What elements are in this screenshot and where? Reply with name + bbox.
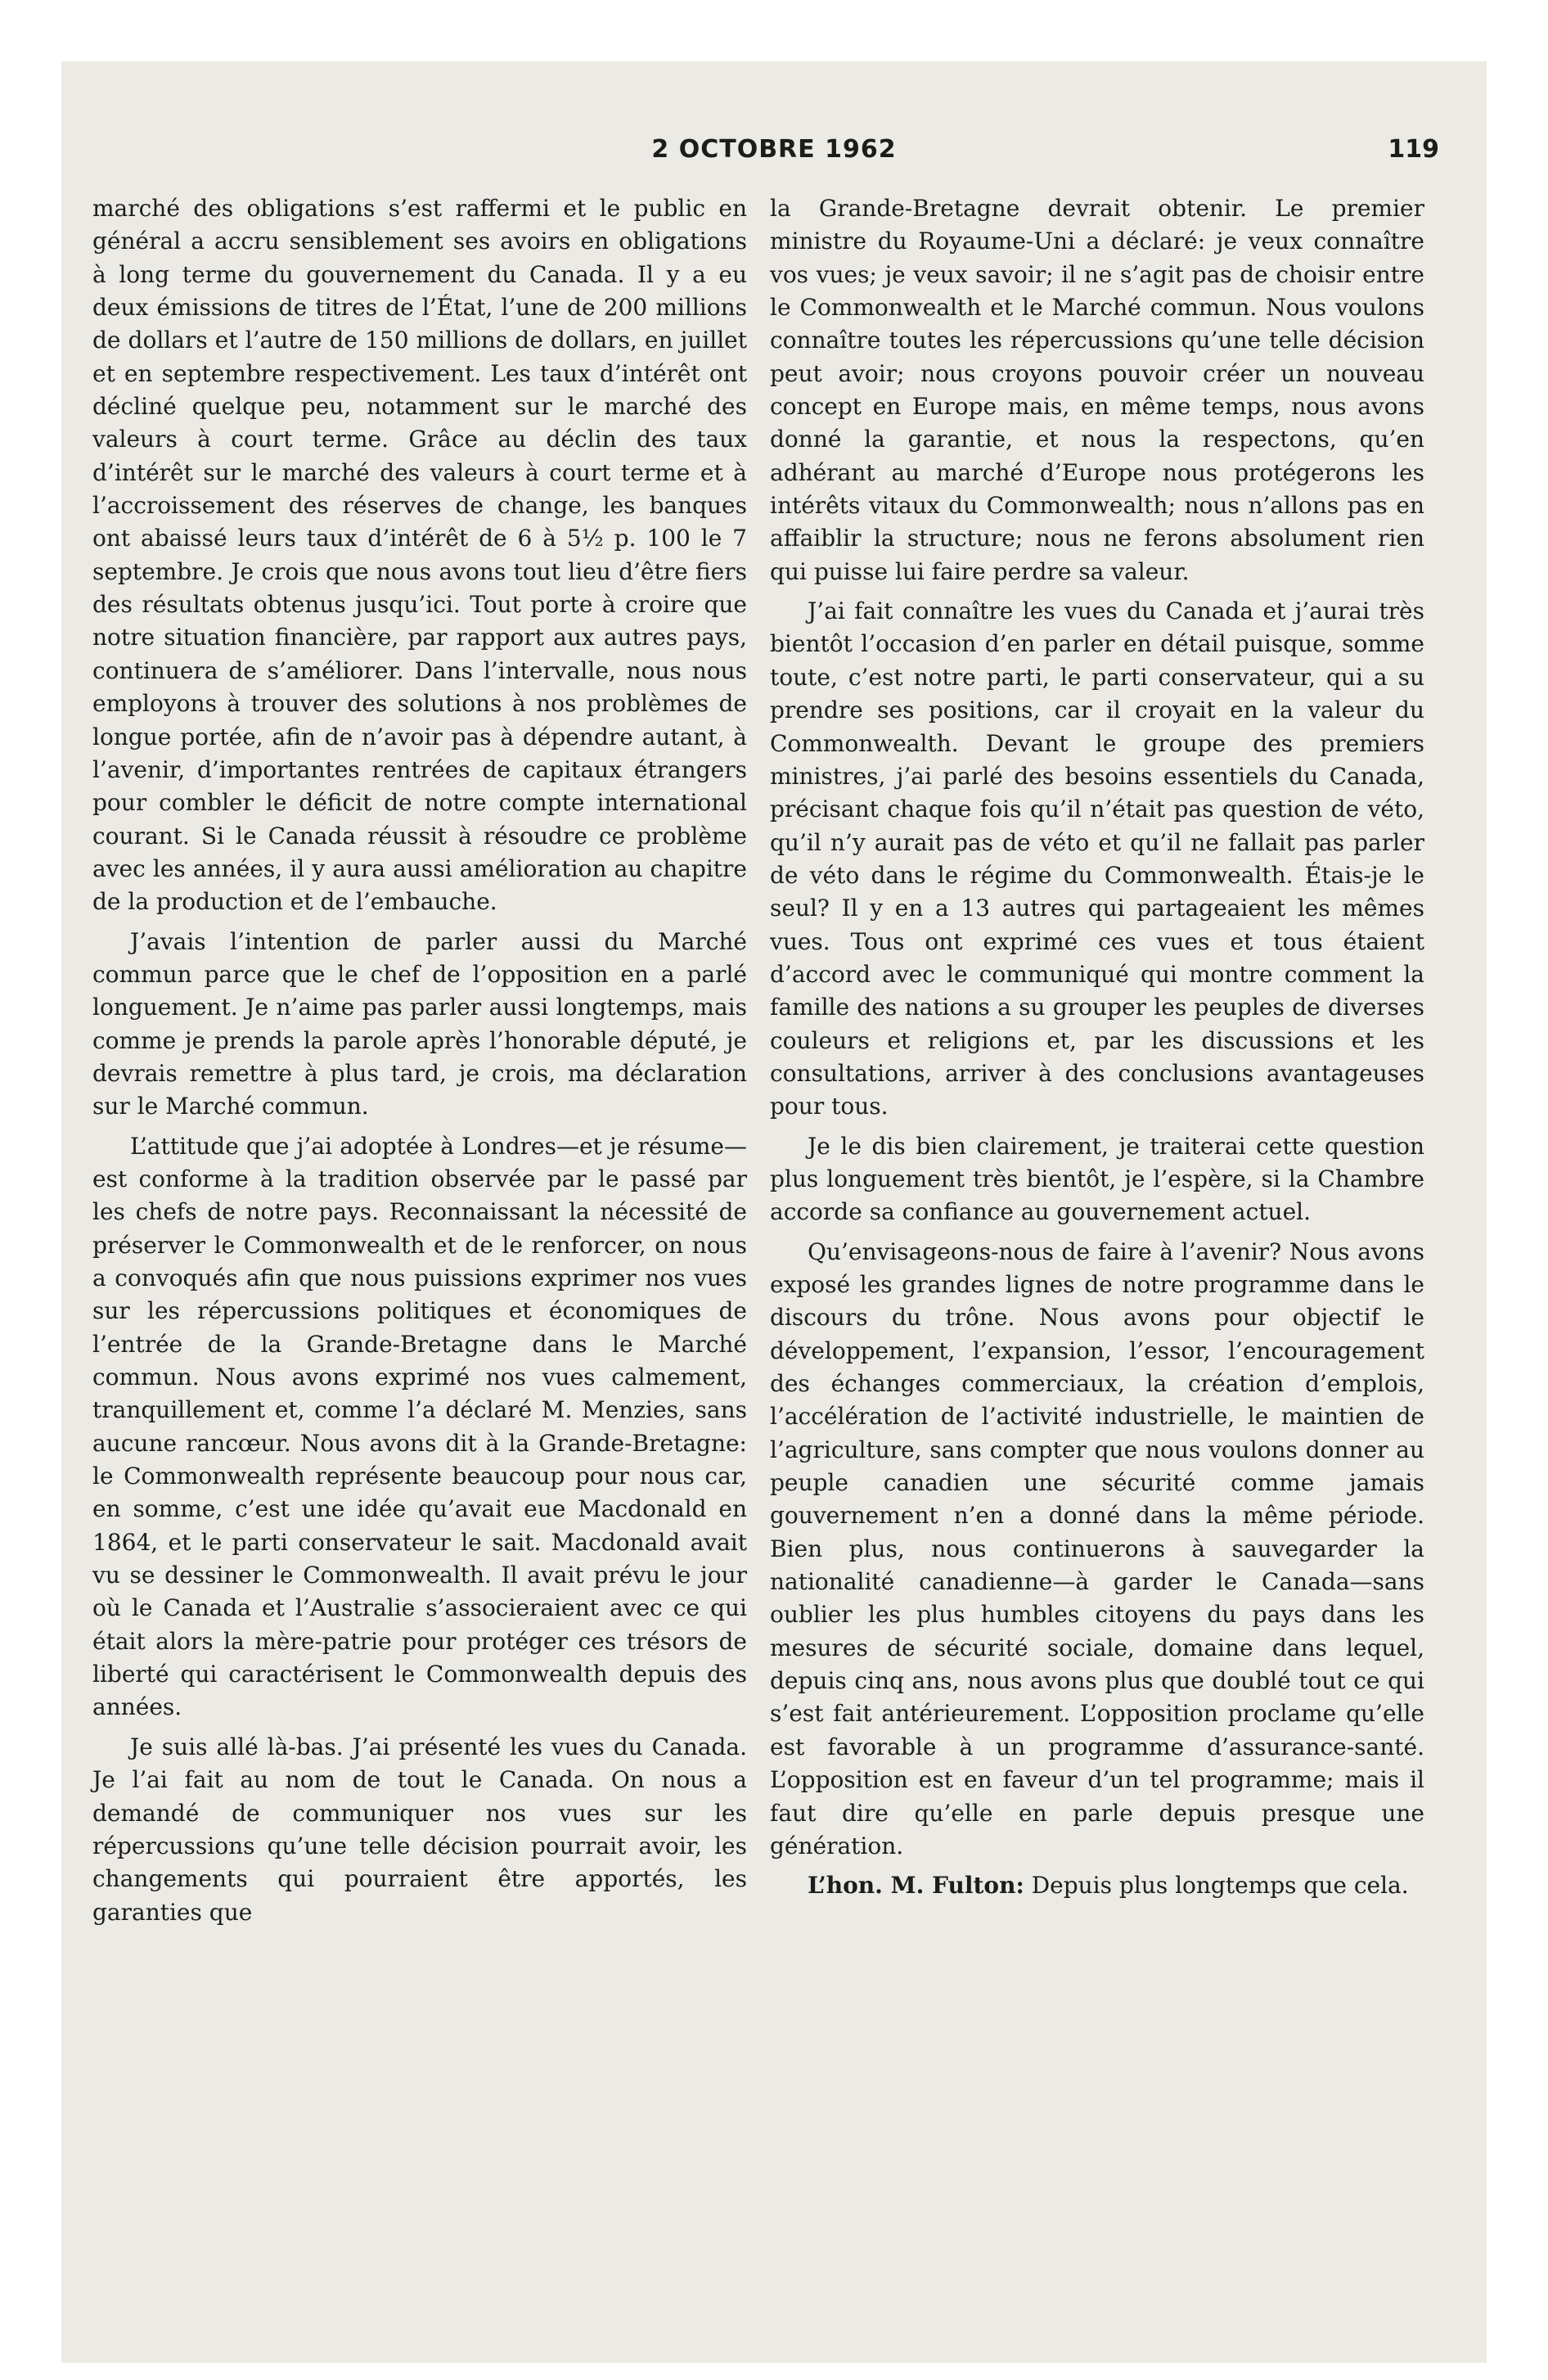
paragraph: Je suis allé là-bas. J’ai présenté les vues du Canada. Je l’ai fait au nom de tout le Canada. On nous a demandé de communiquer nos vues sur les répercussions qu’une telle décision pourrait avoir, les changements qui pourraient être apportés, les garanties que (92, 1733, 747, 1926)
speaker-name: L’hon. M. Fulton: (808, 1872, 1024, 1900)
page-number: 119 (1388, 135, 1439, 164)
speaker-remark: Depuis plus longtemps que cela. (1031, 1872, 1409, 1900)
speaker-paragraph (770, 1869, 1424, 1902)
paragraph: Qu’envisageons-nous de faire à l’avenir? Nous avons exposé les grandes lignes de notre programme dans le discours du trône. Nous avons pour objectif le développement, l’expansion, l’essor, l’encouragement des échanges commerciaux, la création d’emplois, l’accélération de l’activité industrielle, le maintien de l’agriculture, sans compter que nous voulons donner au peuple canadien une sécurité comme jamais gouvernement n’en a donné dans la même période. Bien plus, nous continuerons à sauvegarder la nationalité canadienne—à garder le Canada—sans oublier les plus humbles citoyens du pays dans les mesures de sécurité sociale, domaine dans lequel, depuis cinq ans, nous avons plus que doublé tout ce qui s’est fait antérieurement. L’opposition proclame qu’elle est favorable à un programme d’assurance-santé. L’opposition est en faveur d’un tel programme; mais il faut dire qu’elle en parle depuis presque une génération. (770, 1237, 1424, 1859)
header-date: 2 OCTOBRE 1962 (651, 135, 897, 164)
right-column (770, 192, 1424, 1903)
paragraph: la Grande-Bretagne devrait obtenir. Le premier ministre du Royaume-Uni a déclaré: je veux connaître vos vues; je veux savoir; il ne s’agit pas de choisir entre le Commonwealth et le Marché commun. Nous voulons connaître toutes les répercussions qu’une telle décision peut avoir; nous croyons pouvoir créer un nouveau concept en Europe mais, en même temps, nous avons donné la garantie, et nous la respectons, qu’en adhérant au marché d’Europe nous protégerons les intérêts vitaux du Commonwealth; nous n’allons pas en affaiblir la structure; nous ne ferons absolument rien qui puisse lui faire perdre sa valeur. (770, 195, 1424, 585)
paragraph: J’avais l’intention de parler aussi du Marché commun parce que le chef de l’opposition en a parlé longuement. Je n’aime pas parler aussi longtemps, mais comme je prends la parole après l’honorable député, je devrais remettre à plus tard, je crois, ma déclaration sur le Marché commun. (92, 927, 747, 1120)
page-header (61, 135, 1487, 173)
paragraph: Je le dis bien clairement, je traiterai cette question plus longuement très bientôt, je l’espère, si la Chambre accorde sa confiance au gouvernement actuel. (770, 1132, 1424, 1226)
paragraph: marché des obligations s’est raffermi et le public en général a accru sensiblement ses avoirs en obligations à long terme du gouvernement du Canada. Il y a eu deux émissions de titres de l’État, l’une de 200 millions de dollars et l’autre de 150 millions de dollars, en juillet et en septembre respectivement. Les taux d’intérêt ont décliné quelque peu, notamment sur le marché des valeurs à court terme. Grâce au déclin des taux d’intérêt sur le marché des valeurs à court terme et à l’accroissement des réserves de change, les banques ont abaissé leurs taux d’intérêt de 6 à 5½ p. 100 le 7 septembre. Je crois que nous avons tout lieu d’être fiers des résultats obtenus jusqu’ici. Tout porte à croire que notre situation financière, par rapport aux autres pays, continuera de s’améliorer. Dans l’intervalle, nous nous employons à trouver des solutions à nos problèmes de longue portée, afin de n’avoir pas à dépendre autant, à l’avenir, d’importantes rentrées de capitaux étrangers pour combler le déficit de notre compte international courant. Si le Canada réussit à résoudre ce problème avec les années, il y aura aussi amélioration au chapitre de la production et de l’embauche. (92, 195, 747, 916)
paragraph: L’attitude que j’ai adoptée à Londres—et je résume—est conforme à la tradition observée par le passé par les chefs de notre pays. Reconnaissant la nécessité de préserver le Commonwealth et de le renforcer, on nous a convoqués afin que nous puissions exprimer nos vues sur les répercussions politiques et économiques de l’entrée de la Grande-Bretagne dans le Marché commun. Nous avons exprimé nos vues calmement, tranquillement et, comme l’a déclaré M. Menzies, sans aucune rancœur. Nous avons dit à la Grande-Bretagne: le Commonwealth représente beaucoup pour nous car, en somme, c’est une idée qu’avait eue Macdonald en 1864, et le parti conservateur le sait. Macdonald avait vu se dessiner le Commonwealth. Il avait prévu le jour où le Canada et l’Australie s’associeraient avec ce qui était alors la mère-patrie pour protéger ces trésors de liberté qui caractérisent le Commonwealth depuis des années. (92, 1132, 747, 1721)
paragraph: J’ai fait connaître les vues du Canada et j’aurai très bientôt l’occasion d’en parler en détail puisque, somme toute, c’est notre parti, le parti conservateur, qui a su prendre ses positions, car il croyait en la valeur du Commonwealth. Devant le groupe des premiers ministres, j’ai parlé des besoins essentiels du Canada, précisant chaque fois qu’il n’était pas question de véto, qu’il n’y aurait pas de véto et qu’il ne fallait pas parler de véto dans le régime du Commonwealth. Étais-je le seul? Il y en a 13 autres qui partageaient les mêmes vues. Tous ont exprimé ces vues et tous étaient d’accord avec le communiqué qui montre comment la famille des nations a su grouper les peuples de diverses couleurs et religions et, par les discussions et les consultations, arriver à des conclusions avantageuses pour tous. (770, 597, 1424, 1120)
left-column (92, 192, 747, 1929)
document-page (61, 61, 1487, 2363)
